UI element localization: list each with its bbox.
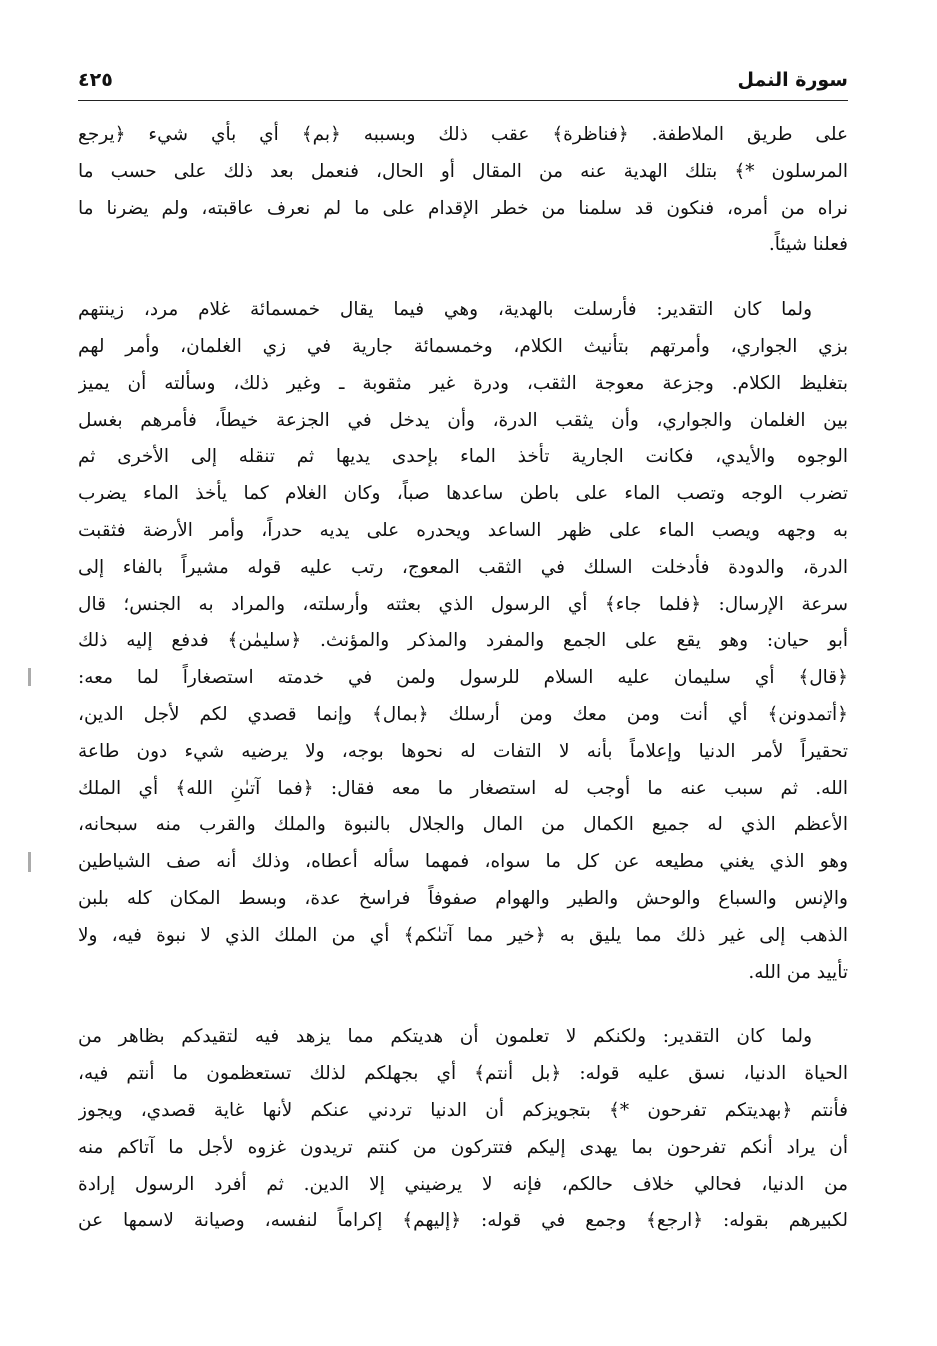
text-line: الدرة، والدودة فأدخلت السلك في الثقب المعوج، رتب عليه قوله مشيراً بالفاء إلى [78, 556, 848, 578]
page-number: ٤٢٥ [78, 69, 113, 91]
text-line: الذهب إلى غير ذلك مما يليق به ﴿خير مما آتىٰكم﴾ أي من الملك الذي لا نبوة فيه، ولا [78, 924, 848, 946]
text-line: بزي الجواري، وأمرتهم بتأنيث الكلام، وخمسمائة جارية في زي الغلمان، وأمر لهم [78, 335, 848, 357]
text-line: سرعة الإرسال: ﴿فلما جاء﴾ أي الرسول الذي بعثته وأرسلته، والمراد به الجنس؛ قال [78, 593, 848, 615]
text-line: فأنتم ﴿بهديتكم تفرحون *﴾ بتجويزكم أن الدنيا تردني عنكم لأنها غاية قصدي، ويجوز [78, 1099, 848, 1121]
text-line: الحياة الدنيا، نسق عليه قوله: ﴿بل أنتم﴾ أي بجهلكم لذلك تستعظمون ما أنتم فيه، [78, 1063, 848, 1085]
text-line: ولما كان التقدير: ولكنكم لا تعلمون أن هديتكم مما يزهد فيه لتقيدكم بظاهر من [78, 1026, 812, 1048]
text-line: نراه من أمره، فنكون قد سلمنا من خطر الإقدام على ما لم نعرف عاقبته، ولم يضرنا ما [78, 197, 848, 219]
margin-mark [28, 668, 31, 686]
text-line: ﴿قال﴾ أي سليمان عليه السلام للرسول ولمن في خدمته استصغاراً لما معه: [78, 667, 848, 689]
text-line: تضرب الوجه وتصب الماء على باطن ساعدها صباً، وكان الغلام كما يأخذ الماء يضرب [78, 483, 848, 505]
paragraph-3 [78, 1019, 848, 1240]
text-line: الأعظم الذي له جميع الكمال من المال والجلال بالنبوة والملك والقرب منه سبحانه، [78, 814, 848, 836]
text-line: الوجوه والأيدي، فكانت الجارية تأخذ الماء بإحدى يديها ثم تنقله إلى الأخرى ثم [78, 446, 848, 468]
text-line: ولما كان التقدير: فأرسلت بالهدية، وهي فيما يقال خمسمائة غلام مرد، زينتهم [78, 299, 812, 321]
text-line: بين الغلمان والجواري، وأن يثقب الدرة، وأن يدخل في الجزعة خيطاً، فأمرهم بغسل [78, 409, 848, 431]
surah-title: سورة النمل [737, 69, 848, 91]
text-line: ﴿أتمدونن﴾ أي أنت ومن معك ومن أرسلك ﴿بمال﴾ وإنما قصدي لكم لأجل الدين، [78, 703, 848, 725]
text-line: الله. ثم سبب عنه ما أوجب له استصغار ما معه فقال: ﴿فما آتىٰنِ الله﴾ أي الملك [78, 777, 848, 799]
header-rule [78, 100, 848, 101]
text-line: بتغليظ الكلام. وجزعة معوجة الثقب، ودرة غير مثقوبة ـ وغير ذلك، وسألته أن يميز [78, 372, 848, 394]
text-line: به وجهه ويصب الماء على ظهر الساعد ويحدره على يديه حدراً، وأمر الأرضة فثقبت [78, 519, 848, 541]
text-line: لكبيرهم بقوله: ﴿ارجع﴾ وجمع في قوله: ﴿إليهم﴾ إكراماً لنفسه، وصيانة لاسمها عن [78, 1210, 848, 1232]
text-line: وهو الذي يغني مطيعه عن كل ما سواه، فمهما سأله أعطاه، وذلك أنه صف الشياطين [78, 851, 848, 873]
running-header [78, 66, 848, 96]
text-line: تحقيراً لأمر الدنيا وإعلاماً بأنه لا التفات له نحوها بوجه، ولا يرضيه شيء دون طاعة [78, 740, 848, 762]
text-line: تأييد من الله. [748, 961, 848, 983]
text-line: من الدنيا، فحالي خلاف حالكم، فإنه لا يرضيني إلا الدين. ثم أفرد الرسول إرادة [78, 1173, 848, 1195]
margin-mark [28, 852, 31, 872]
text-line: المرسلون *﴾ بتلك الهدية عنه من المقال أو الحال، فنعمل بعد ذلك على حسب ما [78, 160, 848, 182]
text-line: أبو حيان: وهو يقع على الجمع والمفرد والمذكر والمؤنث. ﴿سليمٰن﴾ فدفع إليه ذلك [78, 630, 848, 652]
text-line: أن يراد أنكم تفرحون بما يهدى إليكم فتتركون من كنتم تريدون غزوه لأجل ما آتاكم منه [78, 1136, 848, 1158]
text-line: فعلنا شيئاً. [768, 234, 848, 256]
page-body [78, 117, 848, 1240]
text-line: على طريق الملاطفة. ﴿فناظرة﴾ عقب ذلك وبسببه ﴿بم﴾ أي بأي شيء ﴿يرجع [78, 124, 848, 145]
paragraph-2 [78, 292, 848, 991]
text-line: والإنس والسباع والوحش والطير والهوام صفوفاً فراسخ عدة، وبسط المكان كله بلبن [78, 887, 848, 909]
paragraph-1 [78, 117, 848, 264]
